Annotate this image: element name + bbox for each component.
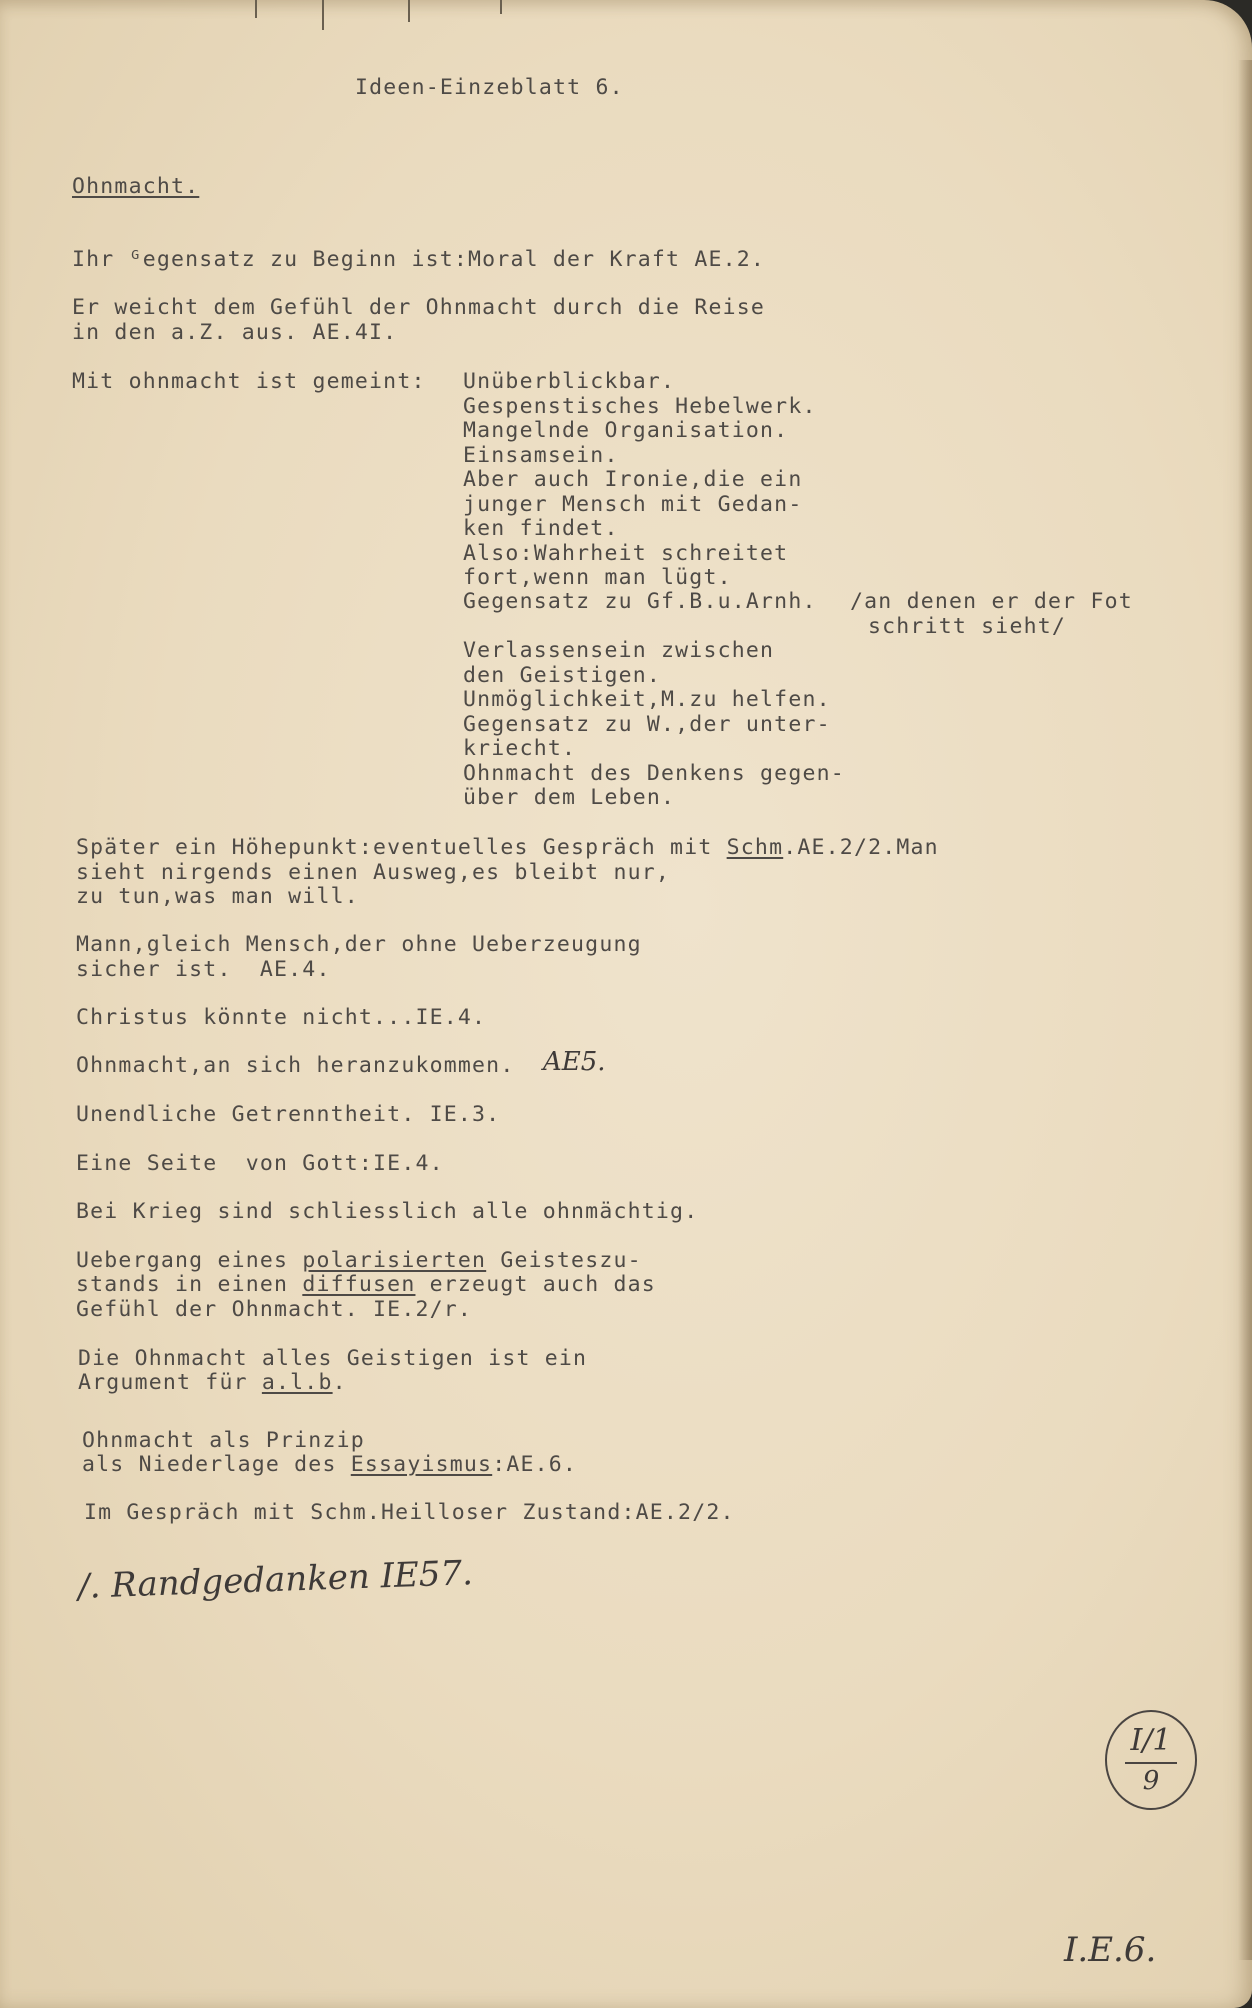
note-line: Argument für a.l.b. bbox=[78, 1370, 347, 1395]
note-line: Ohnmacht als Prinzip bbox=[82, 1428, 365, 1453]
note-line: Ohnmacht,an sich heranzukommen. bbox=[76, 1053, 515, 1078]
note-line: Später ein Höhepunkt:eventuelles Gespräch mit Schm.AE.2/2.Man bbox=[76, 835, 939, 860]
aside-note: schritt sieht/ bbox=[868, 614, 1067, 639]
handwritten-annotation: AE5. bbox=[543, 1047, 606, 1077]
note-line: stands in einen diffusen erzeugt auch das bbox=[76, 1272, 656, 1297]
note-line: Christus könnte nicht...IE.4. bbox=[76, 1005, 487, 1030]
note-line: sicher ist. AE.4. bbox=[76, 957, 331, 982]
handwritten-signature: /. Randgedanken IE57. bbox=[77, 1553, 474, 1607]
note-line: Eine Seite von Gott:IE.4. bbox=[76, 1151, 444, 1176]
binding-mark bbox=[322, 0, 324, 30]
list-item: Unmöglichkeit,M.zu helfen. bbox=[463, 687, 831, 712]
list-item: Einsamsein. bbox=[463, 443, 619, 468]
list-item: fort,wenn man lügt. bbox=[463, 565, 732, 590]
list-item: über dem Leben. bbox=[463, 785, 676, 810]
note-line: Bei Krieg sind schliesslich alle ohnmächtig. bbox=[76, 1199, 699, 1224]
list-item: Mangelnde Organisation. bbox=[463, 418, 789, 443]
note-line: Uebergang eines polarisierten Geisteszu- bbox=[76, 1248, 642, 1273]
note-line: Mann,gleich Mensch,der ohne Ueberzeugung bbox=[76, 932, 642, 957]
binding-mark bbox=[255, 0, 257, 18]
stamp-divider bbox=[1125, 1762, 1177, 1764]
note-line: Gefühl der Ohnmacht. IE.2/r. bbox=[76, 1297, 473, 1322]
note-line: Unendliche Getrenntheit. IE.3. bbox=[76, 1102, 501, 1127]
stamp-top-number: I/1 bbox=[1130, 1723, 1172, 1758]
section-heading: Ohnmacht. bbox=[72, 174, 200, 199]
list-item: junger Mensch mit Gedan- bbox=[463, 492, 803, 517]
list-item: Unüberblickbar. bbox=[463, 369, 676, 394]
page-edge-shadow bbox=[1238, 60, 1252, 1960]
note-line: zu tun,was man will. bbox=[76, 884, 359, 909]
list-item: den Geistigen. bbox=[463, 663, 662, 688]
list-item: Aber auch Ironie,die ein bbox=[463, 467, 803, 492]
stamp-bottom-number: 9 bbox=[1142, 1766, 1160, 1796]
list-item: Gegensatz zu W.,der unter- bbox=[463, 712, 831, 737]
corner-annotation: I.E.6. bbox=[1064, 1930, 1157, 1970]
binding-mark bbox=[500, 0, 502, 14]
note-line: Die Ohnmacht alles Geistigen ist ein bbox=[78, 1346, 588, 1371]
note-line: Er weicht dem Gefühl der Ohnmacht durch die Reise bbox=[72, 295, 766, 320]
archive-stamp bbox=[1105, 1710, 1197, 1810]
list-item: ken findet. bbox=[463, 516, 619, 541]
list-item: Also:Wahrheit schreitet bbox=[463, 541, 789, 566]
list-item: Ohnmacht des Denkens gegen- bbox=[463, 761, 845, 786]
note-line: sieht nirgends einen Ausweg,es bleibt nur, bbox=[76, 860, 671, 885]
list-item: kriecht. bbox=[463, 736, 577, 761]
list-lead: Mit ohnmacht ist gemeint: bbox=[72, 369, 426, 394]
note-line: Im Gespräch mit Schm.Heilloser Zustand:AE.2/2. bbox=[84, 1500, 735, 1525]
list-item: Verlassensein zwischen bbox=[463, 638, 775, 663]
note-line: in den a.Z. aus. AE.4I. bbox=[72, 320, 398, 345]
note-line: Ihr ᴳegensatz zu Beginn ist:Moral der Kraft AE.2. bbox=[72, 247, 766, 272]
binding-mark bbox=[408, 0, 410, 22]
aside-note: /an denen er der Fot bbox=[850, 589, 1133, 614]
list-item: Gespenstisches Hebelwerk. bbox=[463, 394, 817, 419]
list-item: Gegensatz zu Gf.B.u.Arnh. bbox=[463, 589, 817, 614]
page-title: Ideen-Einzeblatt 6. bbox=[355, 75, 624, 100]
note-line: als Niederlage des Essayismus:AE.6. bbox=[82, 1452, 578, 1477]
